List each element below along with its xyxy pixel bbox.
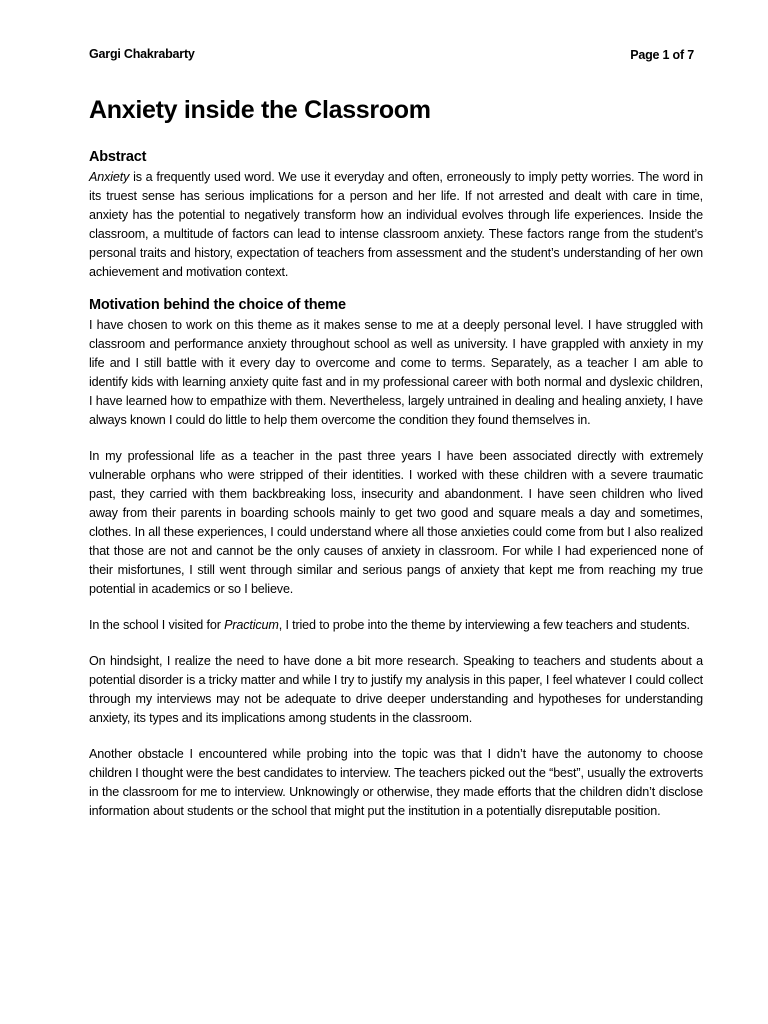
motivation-paragraph-4: On hindsight, I realize the need to have done a bit more research. Speaking to teachers and students about a potential disorder is a tricky matter and while I try to justify my analysis in this paper, I feel whatever I could collect through my interviews may not be adequate to drive deeper understanding and hypotheses for understanding anxiety, its types and its implications among students in the classroom.: [89, 654, 703, 725]
abstract-text: is a frequently used word. We use it everyday and often, erroneously to imply petty worries. The word in its truest sense has serious implications for a person and her life. If not arrested and dealt with care in time, anxiety has the potential to negatively transform how an individual evolves through life experiences. Inside the classroom, a multitude of factors can lead to intense classroom anxiety. These factors range from the student’s personal traits and history, expectation of teachers from assessment and the student’s understanding of her own achievement and motivation context.: [89, 170, 703, 279]
document-body: [89, 146, 703, 821]
practicum-text-before: In the school I visited for: [89, 618, 225, 632]
practicum-text-after: , I tried to probe into the theme by interviewing a few teachers and students.: [278, 618, 690, 632]
abstract-paragraph: [89, 168, 703, 282]
abstract-lead-italic: Anxiety: [89, 170, 130, 184]
abstract-heading: Abstract: [89, 149, 147, 165]
motivation-heading: Motivation behind the choice of theme: [89, 297, 346, 313]
header-author: Gargi Chakrabarty: [89, 47, 195, 61]
motivation-paragraph-1: I have chosen to work on this theme as it makes sense to me at a deeply personal level. I have struggled with classroom and performance anxiety throughout school as well as university. I have grappled with anxiety in my life and I still battle with it every day to overcome and come to terms. Separately, as a teacher I am able to identify kids with learning anxiety quite fast and in my professional career with both normal and dyslexic children, I have learned how to empathize with them. Nevertheless, largely untrained in dealing and healing anxiety, I have always known I could do little to help them overcome the condition they found themselves in.: [89, 318, 703, 427]
motivation-paragraph-2: In my professional life as a teacher in the past three years I have been associated directly with extremely vulnerable orphans who were stripped of their identities. I worked with these children with a severe traumatic past, they carried with them backbreaking loss, insecurity and abandonment. I have seen children who lived away from their parents in boarding schools mainly to get two good and square meals a day and sometimes, clothes. In all these experiences, I could understand where all those anxieties could come from but I also realized that those are not and cannot be the only causes of anxiety in classroom. For while I had experienced none of their misfortunes, I still went through similar and serious pangs of anxiety that kept me from reaching my true potential in academics or so I believe.: [89, 449, 703, 596]
document-title: Anxiety inside the Classroom: [89, 96, 431, 124]
practicum-italic: Practicum: [224, 618, 279, 632]
header-page-number: Page 1 of 7: [630, 48, 694, 62]
motivation-paragraph-3: [89, 616, 703, 635]
motivation-paragraph-5: Another obstacle I encountered while probing into the topic was that I didn’t have the autonomy to choose children I thought were the best candidates to interview. The teachers picked out the “best”, usually the extroverts in the classroom for me to interview. Unknowingly or otherwise, they made efforts that the children didn’t disclose information about students or the school that might put the institution in a potentially disreputable position.: [89, 747, 703, 818]
